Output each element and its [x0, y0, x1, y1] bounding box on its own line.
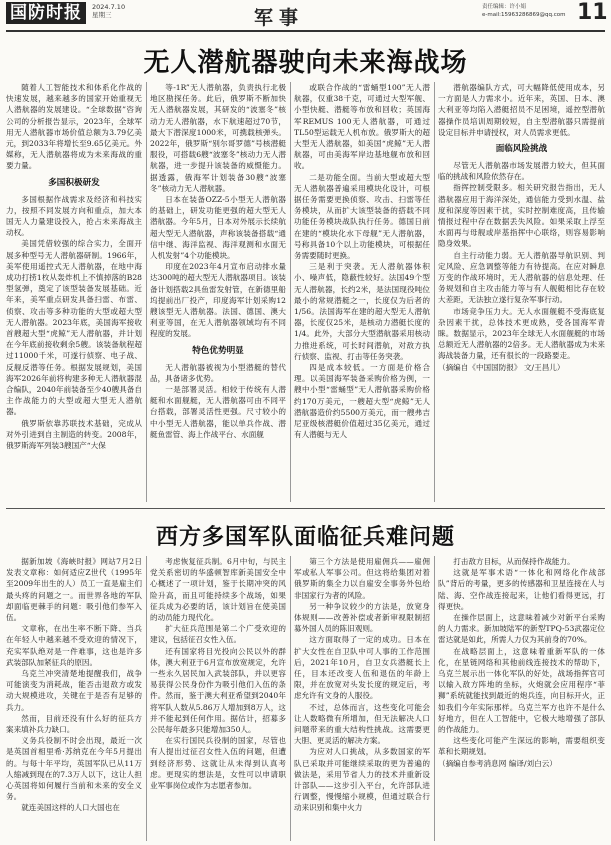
issue-date: [92, 3, 125, 19]
paragraph: 然而，目前还没有什么好的征兵方案来填补兵力缺口。: [6, 713, 142, 735]
paragraph: 打击敌方目标，从而保持作战能力。: [453, 557, 575, 566]
paragraph: 据新加坡《海峡时报》网站7月2日发表文章称：如何适应Z世代（1995年至2009年出生的人）员工一直是雇主们最头疼的问题之一。而世界各地的军队却面临更棘手的问题：吸引他们参军入伍。: [6, 557, 142, 623]
column-divider: [434, 82, 435, 502]
paragraph: 在实行国民兵役制的国家，尽管也有人提出过征召女性入伍的问题，但遭到经济形势、这就让从未得到认真考虑。更现实的想法是，女性可以申请职业军事岗位或作为志愿者参加。: [150, 736, 286, 791]
article2-col4: [438, 556, 605, 841]
subheading: 面临风险挑战: [495, 144, 548, 155]
column-divider: [290, 556, 291, 841]
newspaper-logo: 国防时报: [6, 2, 86, 24]
article2-col2: [150, 556, 286, 841]
paragraph: 这些变化可能产生深远的影响，需要组织变革和长期规划。: [438, 736, 605, 757]
paragraph: 在操作层面上，这意味着减少对新平台采购的人力需求。新加坡陆军的新型TPQ-53武器定位雷达就是如此，所需人力仅为其前身的70%。: [438, 613, 605, 645]
editor-email: e-mail:15963286869@qq.com: [482, 12, 566, 18]
article2-title: 西方多国军队面临征兵难问题: [155, 525, 455, 550]
paragraph: 文章称，在出生率不断下降、当兵在年轻人中越来越不受欢迎的情况下，充实军队绝对是一件难事，这也是许多武装部队加紧征兵的原因。: [6, 624, 142, 667]
subheading: 多国积极研发: [48, 177, 100, 188]
article2-col1: [6, 556, 142, 841]
paragraph: 无人潜航器被视为小型潜艇的替代品，具备诸多优势。: [150, 362, 286, 383]
paragraph: 俄罗斯依靠苏联技术基础，完成从对外引进到自主制造的转变。2008年，俄罗斯海军列装3艘国产“大保: [6, 418, 142, 451]
paragraph: 指挥控制受限多。相关研究报告指出，无人潜航器应用于海洋深处，通信能力受到水温、盐度和深度等因素干扰，实时控制难度高，且传输情报过程中存在数据丢失风险。如果采取上浮至水面再与母舰或岸基指挥中心联络，则容易影响隐身效果。: [438, 183, 605, 249]
subheading: 特色优势明显: [192, 345, 244, 356]
column-divider: [290, 82, 291, 502]
paragraph: 不过，总体而言，这些变化可能会让人数略微有所增加，但无法解决人口问题带来的重大结构性挑战。这需要更大胆、更灵活的解决方案。: [294, 702, 430, 746]
paragraph: 日本在装备OZZ-5小型无人潜航器的基础上，研发功能更强的超大型无人潜航器。今年5月，日本对外展示长续航超大型无人潜航器，声称该装备搭载“通信中继、海洋监视、海洋观测和水面无人机发射”4个功能模块。: [150, 195, 286, 261]
paragraph: 潜航器编队方式，可大幅降低使用成本，另一方面是人力需求小。近年来，英国、日本、澳大利亚等均陷入潜艇招员不足困境，遥控型潜航器操作员培训周期较短，自主型潜航器只需提前设定目标并申请授权，对人员需求更低。: [438, 83, 605, 137]
paragraph: 还有国家将目光投向公民以外的群体，澳大利亚于6月宣布放宽规定，允许一些永久居民加入武装部队，并以更容易获得公民身份作为吸引他们入伍的条件。然而，鉴于澳大利亚希望到2040年将军队人数从5.86万人增加到8万人，这并不能起到任何作用。据估计，招募多公民每年最多只能增加350人。: [150, 646, 286, 735]
section-name: 军事: [254, 7, 305, 29]
column-divider: [434, 556, 435, 841]
paragraph: 三是利于突袭。无人潜航器体积小、噪声低，隐蔽性较好。法国49个型无人潜航器，长约2米，是法国现役吨位最小的常规潜艇之一，长度仅为后者的1/56。法国海军在建的超大型无人潜航器，长度仅25米，是核动力潜艇长度的1/4。此外，大部分大型潜航器采用核动力推进系统，可长时间潜航，对敌方执行侦察、监视、打击等任务突袭。: [294, 262, 430, 361]
paragraph: 另一种争议较少的方法是，放宽身体规则——改善补偿或者新审视限制招募外国人员的陈旧观则。: [294, 601, 430, 634]
article1-col3: [294, 82, 430, 502]
paragraph: 考虑恢复征兵制。6月中旬，与民主党关系密切的华盛顿智库新美国安全中心概述了一项计划，鉴于长期冲突的风险升高，而且可能持续多个战场，如果征兵成为必要的话，该计划旨在使美国的动员能力现代化。: [150, 557, 286, 623]
page-header: [0, 0, 611, 30]
paragraph: 第三个方法是使用雇佣兵——雇佣军或私人军事公司。但这将给集团对着俄罗斯的集全力以自雇安全事务外包给非国家行为者的风险。: [294, 557, 430, 600]
paragraph: 随着人工智能技术和体系化作战的快速发展，越来越多的国家开始重视无人潜航器的发展建设。“全球数据”咨询公司的分析报告显示，2023年，全球军用无人潜航器市场价值总额为3.79亿美元，到2033年将增长至9.65亿美元。外媒称，无人潜航器将成为未来海战的重要力量。: [6, 83, 142, 171]
paragraph: 尽管无人潜航器市场发展潜力较大，但其面临的挑战和风险依然存在。: [438, 161, 605, 182]
weekday-text: 星期三: [92, 11, 112, 19]
paragraph: 等-1R”无人潜航器，负责执行北极地区勘探任务。此后，俄罗斯不断加快无人潜航器发展，其研发的“波塞冬”核动力无人潜航器，水下航速超过70节，最大下潜深度1000米，可携载核弹头。2022年，俄罗斯“别尔哥罗德”号核潜艇服役，可搭载6艘“波塞冬”核动力无人潜航器，进一步提升该装备的威慑能力。据透露，俄海军计划装备30艘“波塞冬”核动力无人潜航器。: [150, 83, 286, 193]
header-rule: [6, 30, 605, 32]
paragraph: 一是部署灵活。相较于传统有人潜艇和水面舰艇，无人潜航器可由不同平台搭载，部署灵活性更强。尺寸较小的中小型无人潜航器，能以单兵作战、潜艇鱼雷管、海上作战平台、水面舰: [150, 385, 286, 439]
editor-info: [482, 3, 565, 19]
article1-col2: [150, 82, 286, 502]
paragraph: 或联合作战的“雷蛹型100”无人潜航器，仅重38千克，可通过大型军舰、小型快艇、潜艇等布放和回收；英国海军REMUS 100无人潜航器，可通过TL50型运载无人机布放。俄罗斯大的超大型无人潜航器，如美国“虎鲸”无人潜航器，可由美海军岸边基地舰布放和回收。: [294, 83, 430, 171]
page-number: 11: [577, 0, 608, 25]
paragraph: 为应对人口挑战，从多数国家的军队已采取并可能继续采取的更为普遍的做法是，采用节省人力的技术并重新设计部队——这步引入平台，允许部队进行调整，慢慢缩小规模，但通过联合行动来识别和集中火力: [294, 747, 430, 813]
paragraph: 多国根据作战需求及经济和科技实力，按照不同发展方向和重点，加大本国无人力量建设投入，抢占未来海战主动权。: [6, 194, 142, 238]
article1-credit: （摘编自《中国国防报》 文/王昌儿）: [438, 362, 565, 372]
paragraph: 市场竞争压力大。无人水面舰艇不受海底复杂因素干扰，总体技术更成熟，受各国海军青睐。数据显示，2023年全球无人水面舰艇的市场总额近无人潜航器的2倍多。无人潜航器成为未来海战装备力量，还有很长的一段路要走。: [438, 306, 605, 361]
paragraph: 扩大征兵范围是第二个广受欢迎的建议，包括征召女性入伍。: [150, 624, 286, 645]
paragraph: 就连美国这样的人口大国也在: [21, 803, 120, 813]
article1-col1: [6, 82, 142, 502]
paragraph: 美国凭借较强的综合实力，全面开展多种型号无人潜航器研制。1966年，美军使用遥控式无人潜航器，在地中海成功打捞1枚从轰炸机上不慎掉落的B28型氢弹，奠定了该型装备发展基础。近年来，美军重点研发具备扫雷、布雷、侦察、攻击等多种功能的大型或超大型无人潜航器。2023年底，美国海军接收首艘超大型“虎鲸”无人潜航器，并计划在今年底前接收剩余5艘。该装备航程超过11000千米，可遂行侦察、电子战、反舰反潜等任务。根据发展规划，美国海军2026年前将构建多种无人潜航器混合编队，2040年前装备至少40艘具备自主作战能力的大型或超大型无人潜航器。: [6, 239, 142, 417]
paragraph: 自主行动能力弱。无人潜航器导航识别、判定风险、应急调整等能力有待提高。在应对瞬息万变的作战环境时，无人潜航器的信息处理、任务规划和自主攻击能力等与有人舰艇相比存在较大差距，无法独立遂行复杂军事行动。: [438, 250, 605, 305]
paragraph: 乌克兰冲突清楚地提醒我们，战争可能演变为消耗战，能否击退敌方或发动大规模进攻，关键在于是否有足够的兵力。: [6, 669, 142, 712]
article2-credit: （摘编自参考消息网 编译/刘白云）: [438, 758, 557, 768]
paragraph: 印度在2023年4月宣布启动排水量达300吨的超大型无人潜航器项目。该装备计划搭载2具鱼雷发射管，在新德里船坞提前出厂投产，印度海军计划采购12艘该型无人潜航器。法国、德国、澳大利亚等国，在无人潜航器领域均有不同程度的发展。: [150, 262, 286, 339]
article2-col3: [294, 556, 430, 841]
column-divider: [146, 82, 147, 502]
article1-title: 无人潜航器驶向未来海战场: [143, 48, 468, 78]
paragraph: 义务兵役制不时会出现，最近一次是英国首相里希·苏纳克在今年5月提出的。与每十年平均，英国军队已从11万人缩减到现在的7.3万人以下，这让人担心英国将如何履行当前和未来的安全义务。: [6, 736, 142, 802]
paragraph: 这就是军事术语“一体化和网络化作战部队”背后的考量，更多的传感器和卫星连接在人与陆、海、空作战连接起来，让他们看得更远，打得更快。: [438, 568, 605, 611]
paragraph: 二是功能全面。当前大型或超大型无人潜航器普遍采用模块化设计，可根据任务需要更换侦察、攻击、扫雷等任务模块，从而扩大该型装备的搭载不同功能任务模块战队执行任务。德国日前在建的“模块化水下母舰”无人潜航器，号称具备10个以上功能模块，可根据任务需要随时更换。: [294, 172, 430, 261]
article1-col4: [438, 82, 605, 502]
paragraph: 在战略层面上，这意味着重新军队的一体化，在星链网络和其他前线连接技术的帮助下，乌克兰展示出一体化军队的好处，战场指挥官可以输入敌方阵地的坐标，火炮就会应用程序“菲狮”系统就能找到最近的炮兵连，向目标开火，正如我们今年实际那样。乌克兰军方也许不是什么好地方，但在人工智能中，它极大地增强了部队的作战能力。: [438, 646, 605, 735]
article-divider: [6, 508, 605, 509]
column-divider: [146, 556, 147, 841]
editor-name: 责任编辑：许小娟: [482, 4, 527, 10]
date-text: 2024.7.10: [92, 3, 126, 11]
paragraph: 这方面取得了一定的成功。日本在扩大女性在自卫队中可人事的工作范围后，2021年10月，自卫女兵潜艇长上任，目本还改变人伍和退伍的年龄上限，并在放宽对头发长度的规定后，考虑允许有文身的人服役。: [294, 635, 430, 701]
paragraph: 四是成本较低。一方面是价格合理。以美国海军装备采购价格为例，一艘中小型“雷蛹型”无人潜航器采购价格约170万美元，一艘超大型“虎鲸”无人潜航器造价约5500万美元，而一艘弗吉尼亚级核潜艇价值超过35亿美元，通过有人潜艇与无人: [294, 363, 430, 440]
